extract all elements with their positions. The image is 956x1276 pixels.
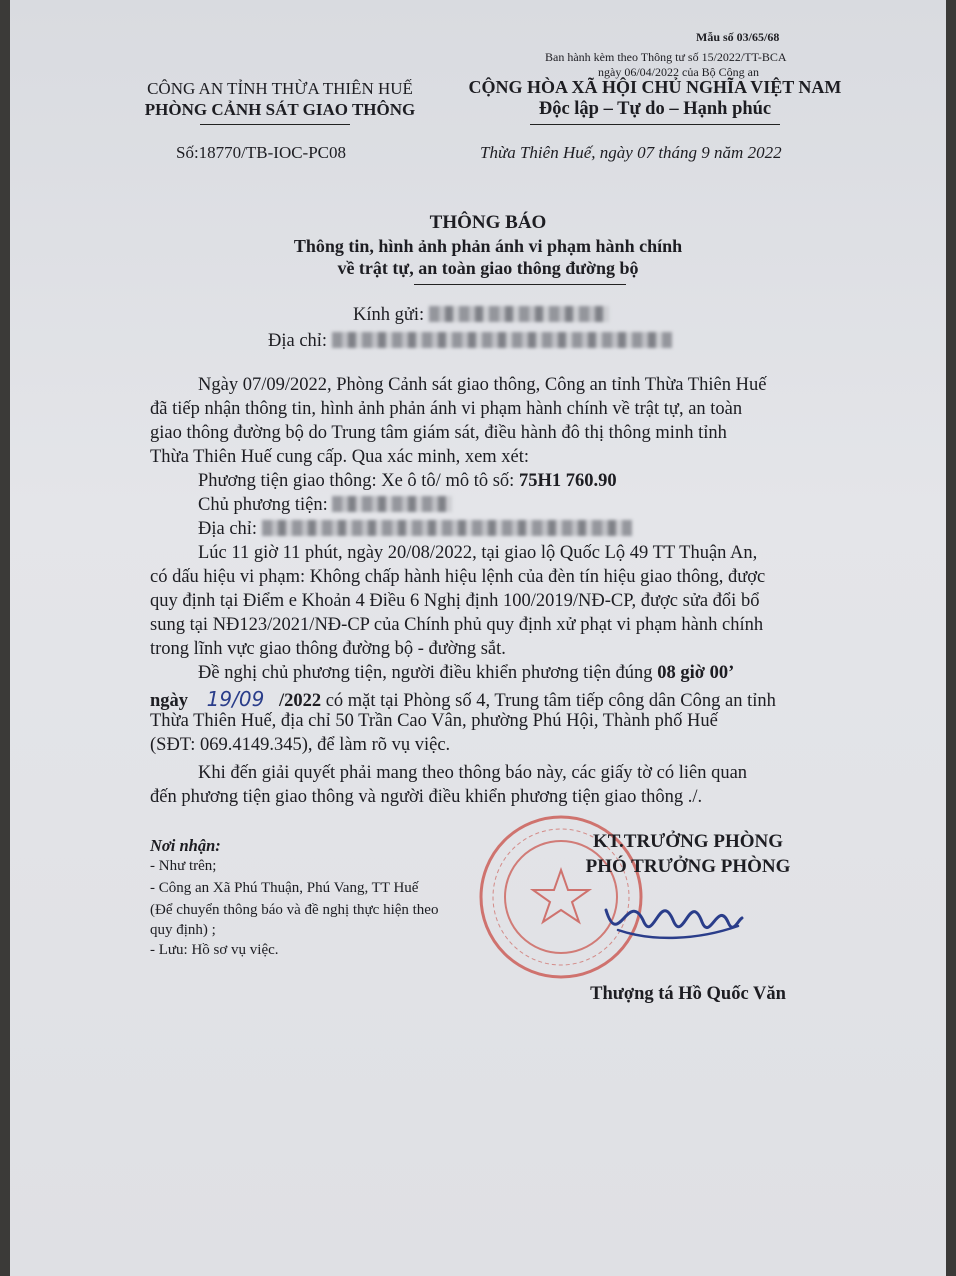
license-plate: 75H1 760.90 [518,471,617,491]
body-p2-line-5: trong lĩnh vực giao thông đường bộ - đường sắt. [150,639,506,659]
body-p1-line-4: Thừa Thiên Huế cung cấp. Qua xác minh, xem xét: [150,447,530,467]
signer-name: Thượng tá Hồ Quốc Văn [590,984,786,1004]
body-p1-line-3: giao thông đường bộ do Trung tâm giám sát, điều hành đô thị thông minh tỉnh [150,423,727,443]
redacted-recipient-address [332,332,672,348]
owner-address-line [198,519,632,540]
title-subline-1: Thông tin, hình ảnh phản ánh vi phạm hành chính [293,236,683,256]
title-underline [414,284,626,285]
body-p4-line-1: Khi đến giải quyết phải mang theo thông báo này, các giấy tờ có liên quan [198,763,748,783]
appointment-year: /2022 [278,691,322,711]
country-name: CỘNG HÒA XÃ HỘI CHỦ NGHĨA VIỆT NAM [468,77,842,97]
recipient-address-line [268,331,672,352]
recipients-item-4: quy định) ; [150,922,216,938]
body-p3-text-1: Đề nghị chủ phương tiện, người điều khiển phương tiện đúng [198,663,658,683]
body-p1-line-2: đã tiếp nhận thông tin, hình ảnh phản ánh vi phạm hành chính về trật tự, an toàn [150,399,743,419]
place-and-date: Thừa Thiên Huế, ngày 07 tháng 9 năm 2022 [480,143,782,162]
org-underline [200,124,350,125]
recipients-item-1: - Như trên; [150,858,217,874]
redacted-owner-name [332,496,452,512]
owner-label: Chủ phương tiện: [198,495,328,515]
vehicle-label: Phương tiện giao thông: Xe ô tô/ mô tô số: [198,471,519,491]
body-p4-line-2: đến phương tiện giao thông và người điều khiển phương tiện giao thông ./. [150,787,703,807]
body-p1-line-1: Ngày 07/09/2022, Phòng Cảnh sát giao thông, Công an tỉnh Thừa Thiên Huế [198,375,767,395]
org-name-2: PHÒNG CẢNH SÁT GIAO THÔNG [144,100,416,119]
appointment-day-label: ngày [150,691,189,711]
owner-address-label: Địa chỉ: [198,519,258,539]
body-p2-line-3: quy định tại Điểm e Khoản 4 Điều 6 Nghị định 100/2019/NĐ-CP, được sửa đổi bổ [150,591,760,611]
appointment-time: 08 giờ 00’ [657,663,735,683]
handwritten-signature [598,880,748,960]
recipient-line [353,305,609,326]
national-motto: Độc lập – Tự do – Hạnh phúc [538,99,772,119]
body-p3-line-3: Thừa Thiên Huế, địa chỉ 50 Trần Cao Vân, phường Phú Hội, Thành phố Huế [150,711,718,731]
recipients-item-3: (Để chuyển thông báo và đề nghị thực hiện theo [150,902,439,918]
document-paper [10,0,946,1276]
recipient-address-label: Địa chỉ: [268,331,328,351]
body-p3-line-2 [150,687,776,712]
signature-title-2: PHÓ TRƯỞNG PHÒNG [585,856,791,877]
title-subline-2: về trật tự, an toàn giao thông đường bộ [337,258,639,278]
signature-title-1: KT.TRƯỞNG PHÒNG [593,831,783,852]
recipients-item-2: - Công an Xã Phú Thuận, Phú Vang, TT Huế [150,880,419,896]
body-p2-line-4: sung tại NĐ123/2021/NĐ-CP của Chính phủ quy định xử phạt vi phạm hành chính [150,615,764,635]
recipient-label: Kính gửi: [353,305,425,325]
owner-line [198,495,452,516]
handwritten-date: 19/09 [206,687,265,711]
form-code: Mẫu số 03/65/68 [696,30,780,44]
form-issued-line-1: Ban hành kèm theo Thông tư số 15/2022/TT-BCA [545,50,787,64]
vehicle-line [198,471,617,492]
document-number: Số:18770/TB-IOC-PC08 [176,143,347,162]
body-p3-text-2: có mặt tại Phòng số 4, Trung tâm tiếp công dân Công an tỉnh [321,691,776,711]
recipients-title: Nơi nhận: [150,836,221,855]
body-p2-line-1: Lúc 11 giờ 11 phút, ngày 20/08/2022, tại giao lộ Quốc Lộ 49 TT Thuận An, [198,543,758,563]
body-p3-line-4: (SĐT: 069.4149.345), để làm rõ vụ việc. [150,735,451,755]
document-title: THÔNG BÁO [429,212,547,233]
body-p3-line-1 [198,663,734,684]
form-issued-line-2: ngày 06/04/2022 của Bộ Công an [598,65,759,79]
body-p2-line-2: có dấu hiệu vi phạm: Không chấp hành hiệu lệnh của đèn tín hiệu giao thông, được [150,567,766,587]
redacted-recipient-name [429,306,609,322]
motto-underline [530,124,780,125]
redacted-owner-address [262,520,632,536]
org-name-1: CÔNG AN TỈNH THỪA THIÊN HUẾ [147,79,413,98]
recipients-item-5: - Lưu: Hồ sơ vụ việc. [150,942,279,958]
